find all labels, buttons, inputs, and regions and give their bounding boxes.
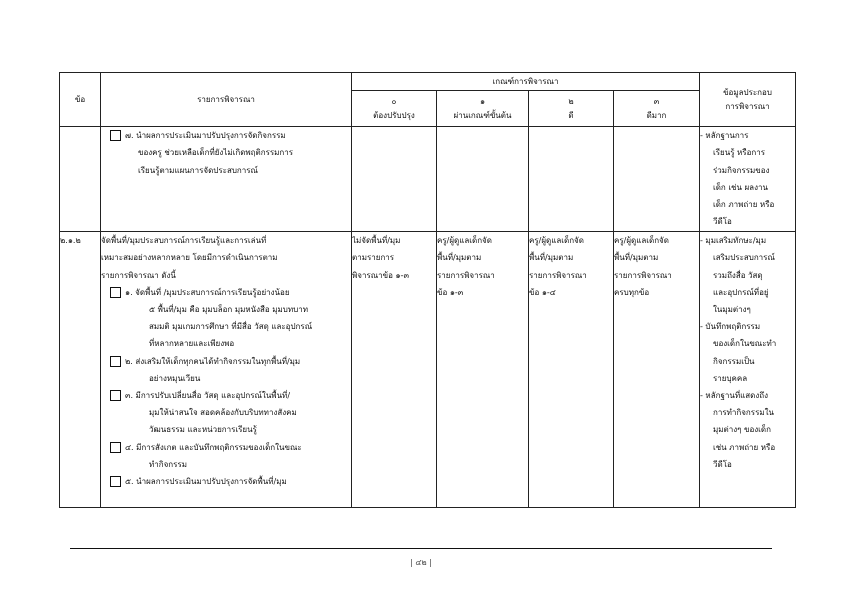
row2-no: ๒.๑.๒ bbox=[60, 232, 101, 508]
item-line: ของครู ช่วยเหลือเด็กที่ยังไม่เกิดพฤติกรรมการ bbox=[138, 148, 294, 158]
item-line: วัฒนธรรม และหน่วยการเรียนรู้ bbox=[149, 425, 257, 435]
evidence-line: เด็ก ภาพถ่าย หรือ bbox=[713, 200, 775, 210]
checkbox[interactable] bbox=[110, 130, 121, 141]
checklist-item bbox=[101, 439, 351, 473]
criteria-line: รายการพิจารณา bbox=[529, 270, 587, 280]
table-row bbox=[60, 232, 796, 508]
evidence-line: ในมุมต่างๆ bbox=[713, 305, 751, 315]
criteria-line: ไม่จัดพื้นที่/มุม bbox=[352, 236, 401, 246]
level-label: ดีมาก bbox=[646, 110, 667, 120]
item-line: ๕. นำผลการประเมินมาปรับปรุงการจัดพื้นที่/มุม bbox=[125, 477, 287, 487]
item-line: ๔. มีการสังเกต และบันทึกพฤติกรรมของเด็กในขณะ bbox=[125, 442, 302, 452]
checkbox[interactable] bbox=[110, 356, 121, 367]
level-label: ดี bbox=[568, 110, 574, 120]
criteria-line: ข้อ ๑-๓ bbox=[437, 287, 464, 297]
item-line: ๑. จัดพื้นที่ /มุมประสบการณ์การเรียนรู้อย่างน้อย bbox=[125, 287, 290, 297]
checkbox[interactable] bbox=[110, 390, 121, 401]
row1-item bbox=[101, 127, 352, 232]
evidence-line: - มุมเสริมทักษะ/มุม bbox=[700, 236, 767, 246]
item-line: เหมาะสมอย่างหลากหลาย โดยมีการดำเนินการตาม bbox=[101, 253, 278, 263]
criteria-line: ครู/ผู้ดูแลเด็กจัด bbox=[529, 236, 584, 246]
item-line: จัดพื้นที่/มุมประสบการณ์การเรียนรู้และการเล่นที่ bbox=[101, 236, 267, 246]
criteria-line: ข้อ ๑-๔ bbox=[529, 287, 556, 297]
checklist-item bbox=[101, 353, 351, 387]
evidence-line: ร่วมกิจกรรมของ bbox=[713, 165, 770, 175]
item-line: ๗. นำผลการประเมินมาปรับปรุงการจัดกิจกรรม bbox=[125, 131, 286, 141]
evidence-line: ของเด็กในขณะทำ bbox=[713, 339, 777, 349]
evidence-line: - บันทึกพฤติกรรม bbox=[700, 322, 761, 332]
page-number: | ๔๒ | bbox=[410, 558, 432, 567]
table-row bbox=[60, 127, 796, 232]
header-level-2 bbox=[529, 91, 614, 127]
item-line: ๓. มีการปรับเปลี่ยนสื่อ วัสดุ และอุปกรณ์ในพื้นที่/ bbox=[125, 391, 291, 401]
criteria-line: พื้นที่/มุมตาม bbox=[614, 253, 659, 263]
row2-c0 bbox=[352, 232, 437, 508]
row1-c3 bbox=[614, 127, 700, 232]
row2-c1 bbox=[437, 232, 529, 508]
item-line: ทำกิจกรรม bbox=[149, 459, 188, 469]
criteria-line: ครู/ผู้ดูแลเด็กจัด bbox=[614, 236, 669, 246]
evidence-line: เสริมประสบการณ์ bbox=[713, 253, 775, 263]
item-line: เรียนรู้ตามแผนการจัดประสบการณ์ bbox=[138, 165, 258, 175]
evidence-line: เด็ก เช่น ผลงาน bbox=[713, 182, 768, 192]
level-num: ๓ bbox=[653, 96, 660, 106]
level-label: ผ่านเกณฑ์ขั้นต้น bbox=[453, 110, 512, 120]
level-num: ๑ bbox=[479, 96, 486, 106]
evidence-line: วีดีโอ bbox=[713, 459, 732, 469]
row2-evidence bbox=[700, 232, 796, 508]
item-line: ๕ พื้นที่/มุม คือ มุมบล็อก มุมหนังสือ มุมบทบาท bbox=[149, 305, 308, 315]
checklist-item bbox=[101, 387, 351, 439]
level-num: ๒ bbox=[568, 96, 574, 106]
header-level-3 bbox=[614, 91, 700, 127]
header-criteria: เกณฑ์การพิจารณา bbox=[352, 73, 700, 91]
header-evidence-line: การพิจารณา bbox=[725, 101, 770, 111]
criteria-line: รายการพิจารณา bbox=[437, 270, 495, 280]
row2-item bbox=[101, 232, 352, 508]
criteria-line: รายการพิจารณา bbox=[614, 270, 672, 280]
evidence-line: เช่น ภาพถ่าย หรือ bbox=[713, 442, 776, 452]
header-evidence-line: ข้อมูลประกอบ bbox=[723, 87, 772, 97]
criteria-line: ครู/ผู้ดูแลเด็กจัด bbox=[437, 236, 492, 246]
criteria-line: ครบทุกข้อ bbox=[614, 287, 650, 297]
row1-c2 bbox=[529, 127, 614, 232]
checklist-item bbox=[101, 127, 351, 179]
criteria-line: พื้นที่/มุมตาม bbox=[437, 253, 482, 263]
item-line: สมมติ มุมเกมการศึกษา ที่มีสื่อ วัสดุ และอุปกรณ์ bbox=[149, 322, 313, 332]
checkbox[interactable] bbox=[110, 442, 121, 453]
header-level-0 bbox=[352, 91, 437, 127]
header-level-1 bbox=[437, 91, 529, 127]
header-item: รายการพิจารณา bbox=[101, 73, 352, 127]
evidence-line: - หลักฐานการ bbox=[700, 131, 749, 141]
item-line: มุมให้น่าสนใจ สอดคล้องกับบริบททางสังคม bbox=[149, 408, 297, 418]
evidence-line: รายบุคคล bbox=[713, 373, 748, 383]
row1-evidence bbox=[700, 127, 796, 232]
evidence-line: และอุปกรณ์ที่อยู่ bbox=[713, 287, 769, 297]
level-num: ๐ bbox=[391, 96, 397, 106]
footer-divider bbox=[70, 548, 772, 549]
checklist-item bbox=[101, 284, 351, 353]
criteria-table bbox=[59, 72, 796, 508]
row1-no bbox=[60, 127, 101, 232]
evidence-line: มุมต่างๆ ของเด็ก bbox=[713, 425, 771, 435]
header-no: ข้อ bbox=[60, 73, 101, 127]
evidence-line: - หลักฐานที่แสดงถึง bbox=[700, 391, 768, 401]
item-line: ๒. ส่งเสริมให้เด็กทุกคนได้ทำกิจกรรมในทุกพื้นที่/มุม bbox=[125, 356, 301, 366]
evidence-line: เรียนรู้ หรือการ bbox=[713, 148, 766, 158]
evidence-line: รวมถึงสื่อ วัสดุ bbox=[713, 270, 763, 280]
evidence-line: วีดีโอ bbox=[713, 217, 732, 227]
row2-c2 bbox=[529, 232, 614, 508]
item-line: รายการพิจารณา ดังนี้ bbox=[101, 270, 176, 280]
criteria-line: ตามรายการ bbox=[352, 253, 395, 263]
checkbox[interactable] bbox=[110, 476, 121, 487]
row1-c0 bbox=[352, 127, 437, 232]
item-line: อย่างหมุนเวียน bbox=[149, 373, 201, 383]
criteria-line: พิจารณาข้อ ๑-๓ bbox=[352, 270, 409, 280]
evidence-line: การทำกิจกรรมใน bbox=[713, 408, 775, 418]
level-label: ต้องปรับปรุง bbox=[373, 110, 415, 120]
checklist-item bbox=[101, 473, 351, 490]
checkbox[interactable] bbox=[110, 287, 121, 298]
row1-c1 bbox=[437, 127, 529, 232]
header-evidence bbox=[700, 73, 796, 127]
criteria-line: พื้นที่/มุมตาม bbox=[529, 253, 574, 263]
row2-c3 bbox=[614, 232, 700, 508]
evidence-line: กิจกรรมเป็น bbox=[713, 356, 755, 366]
item-line: ที่หลากหลายและเพียงพอ bbox=[149, 339, 235, 349]
